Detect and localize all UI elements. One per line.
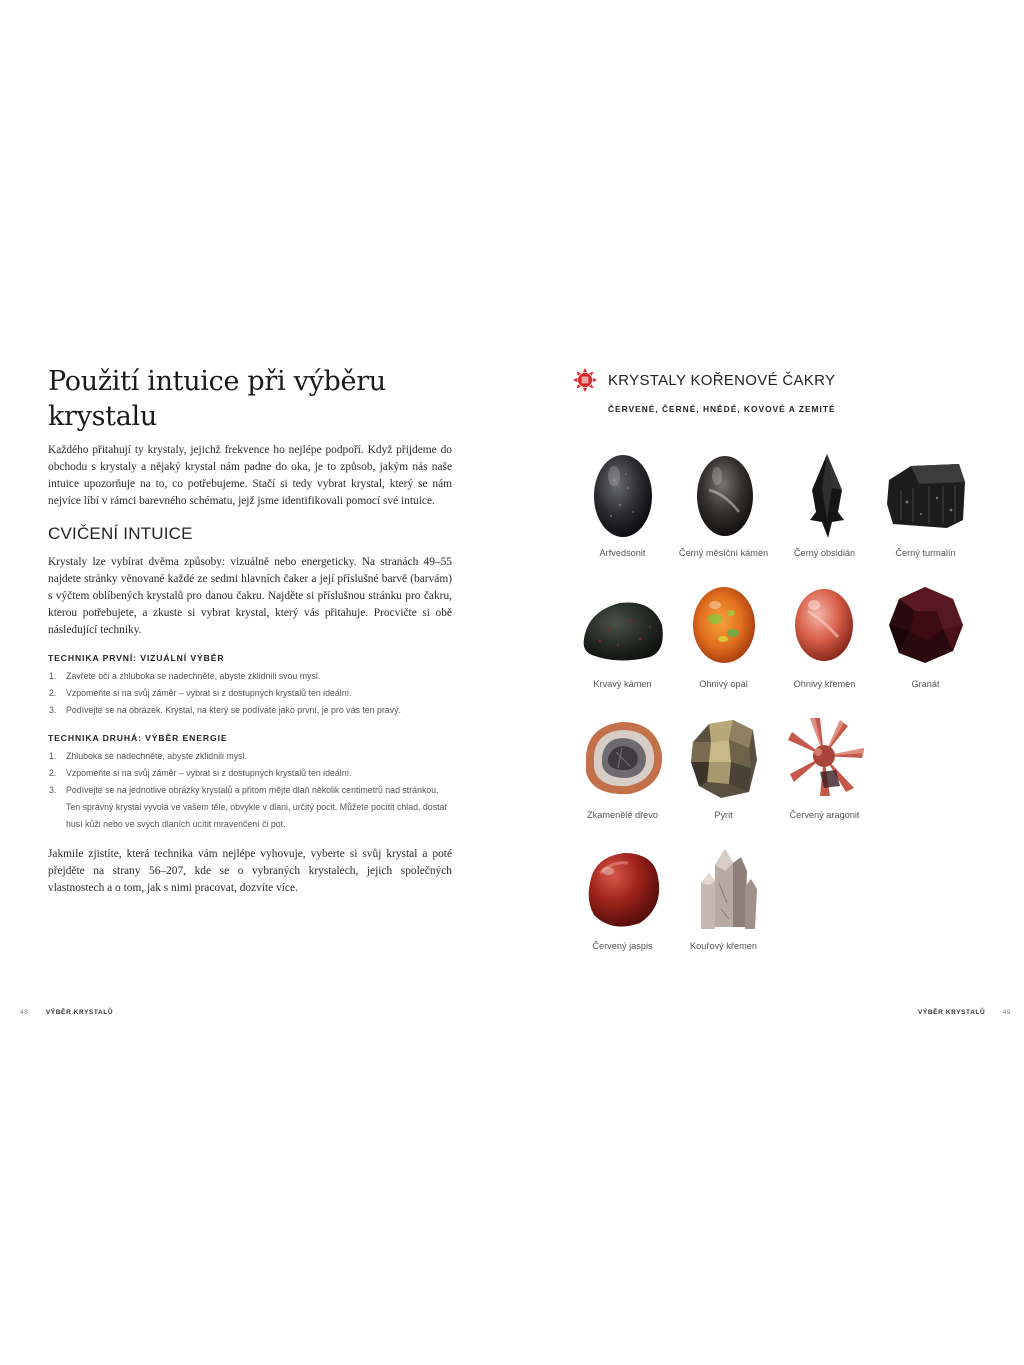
technique-two-steps <box>48 748 452 833</box>
exercise-paragraph: Krystaly lze vybírat dvěma způsoby: vizuálně nebo energeticky. Na stranách 49–55 najdete stránky věnované každé ze sedmi hlavních čaker a její příslušné barvě (barvám) s výčtem oblíbených krystalů pro danou čakru. Najděte si příslušnou stránku pro čakru, kterou potřebujete, a zkuste si vybrat krystal, který vás přitahuje. Procvičte si obě následující techniky. <box>48 556 452 636</box>
crystal-label: Granát <box>911 679 940 689</box>
crystal-item <box>673 712 774 843</box>
empty-grid-cell <box>875 712 976 843</box>
step-text: Zavřete oči a zhluboka se nadechněte, abyste zklidnili svou mysl. <box>66 671 321 681</box>
crystal-item <box>572 450 673 581</box>
page-title: Použití intuice při výběru krystalu <box>48 366 386 432</box>
black-tourmaline <box>881 450 971 546</box>
crystal-item <box>673 581 774 712</box>
list-item <box>48 748 452 765</box>
intro-paragraph: Každého přitahují ty krystaly, jejichž frekvence ho nejlépe podpoří. Když přijdeme do obchodu s krystaly a nějaký krystal nám padne do oka, je to způsob, jakým nás naše intuice upozorňuje na to, co potřebujeme. Stačí si tedy vybrat krystal, který se nám nejvíce líbí v rámci barevného schématu, jejž jsme identifikovali pomocí své intuice. <box>48 444 452 507</box>
garnet <box>881 581 971 677</box>
bloodstone <box>578 581 668 677</box>
root-chakra-icon <box>572 367 598 393</box>
crystal-label: Kouřový křemen <box>690 941 757 951</box>
black-moonstone <box>679 450 769 546</box>
crystal-item <box>875 450 976 581</box>
crystal-item <box>572 712 673 843</box>
step-number: 3. <box>49 705 57 715</box>
page-number-right: 49 <box>1002 1009 1012 1016</box>
smoky-quartz <box>679 843 769 939</box>
chakra-subtitle: ČERVENÉ, ČERNÉ, HNĚDÉ, KOVOVÉ A ZEMITÉ <box>608 404 836 414</box>
step-text: Podívejte se na obrázek. Krystal, na který se podíváte jako první, je pro vás ten pravý. <box>66 705 401 715</box>
page-number-left: 48 <box>20 1009 29 1016</box>
red-jasper <box>578 843 668 939</box>
arfvedsonite-stone <box>578 450 668 546</box>
section-label-right: VÝBĚR KRYSTALŮ <box>918 1009 986 1016</box>
crystal-item <box>572 581 673 712</box>
list-item <box>48 702 452 719</box>
crystal-label: Černý měsíční kámen <box>678 548 769 558</box>
crystal-item <box>875 581 976 712</box>
step-number: 3. <box>49 785 57 795</box>
crystal-label: Pyrit <box>714 810 733 820</box>
petrified-wood <box>578 712 668 808</box>
technique-one-heading: TECHNIKA PRVNÍ: VIZUÁLNÍ VÝBĚR <box>48 653 225 663</box>
chakra-header <box>572 366 992 394</box>
exercise-heading: CVIČENÍ INTUICE <box>48 524 193 543</box>
crystal-grid <box>572 450 976 974</box>
crystal-label: Červený aragonit <box>789 810 860 820</box>
black-obsidian-arrowhead <box>780 450 870 546</box>
fire-quartz <box>780 581 870 677</box>
crystal-label: Černý turmalín <box>895 548 956 558</box>
crystal-item <box>673 450 774 581</box>
left-page <box>48 364 452 897</box>
crystal-item <box>774 581 875 712</box>
red-aragonite <box>780 712 870 808</box>
crystal-label: Zkamenělé dřevo <box>587 810 658 820</box>
crystal-item <box>774 712 875 843</box>
crystal-label: Černý obsidián <box>793 548 856 558</box>
pyrite <box>679 712 769 808</box>
technique-two-heading: TECHNIKA DRUHÁ: VÝBĚR ENERGIE <box>48 733 228 743</box>
left-footer <box>20 1009 113 1016</box>
step-number: 2. <box>49 688 57 698</box>
closing-paragraph: Jakmile zjistíte, která technika vám nejlépe vyhovuje, vyberte si svůj krystal a poté přejděte na strany 56–207, kde se o vybraných krystalech, jejich společných vlastnostech a o tom, jak s nimi pracovat, dozvíte více. <box>48 848 452 894</box>
fire-opal <box>679 581 769 677</box>
right-footer <box>918 1009 1011 1016</box>
right-page <box>572 366 992 951</box>
step-text: Zhluboka se nadechněte, abyste zklidnili mysl. <box>66 751 247 761</box>
step-text: Vzpomeňte si na svůj záměr – vybrat si z dostupných krystalů ten ideální. <box>66 688 352 698</box>
crystal-item <box>673 843 774 974</box>
step-text: Podívejte se na jednotlivé obrázky krystalů a přitom mějte dlaň několik centimetrů nad stránkou. Ten správný krystal vyvolá ve vašem těle, obvykle v dlani, určitý pocit. Můžete pocítit chlad, dostat husí kůži nebo ve svých dlaních ucítit mravenčení či pot. <box>66 785 447 829</box>
crystal-label: Krvavý kámen <box>593 679 652 689</box>
section-label-left: VÝBĚR KRYSTALŮ <box>45 1009 114 1016</box>
chakra-title: KRYSTALY KOŘENOVÉ ČAKRY <box>608 371 836 389</box>
list-item <box>48 765 452 782</box>
crystal-item <box>572 843 673 974</box>
step-number: 1. <box>49 671 57 681</box>
crystal-label: Arfvedsonit <box>599 548 646 558</box>
crystal-label: Ohnivý opál <box>699 679 748 689</box>
step-text: Vzpomeňte si na svůj záměr – vybrat si z dostupných krystalů ten ideální. <box>66 768 352 778</box>
step-number: 1. <box>49 751 57 761</box>
crystal-label: Ohnivý křemen <box>793 679 856 689</box>
list-item <box>48 668 452 685</box>
technique-one-steps <box>48 668 452 719</box>
crystal-item <box>774 450 875 581</box>
crystal-label: Červený jaspis <box>592 941 653 951</box>
step-number: 2. <box>49 768 57 778</box>
list-item <box>48 685 452 702</box>
list-item <box>48 782 452 833</box>
